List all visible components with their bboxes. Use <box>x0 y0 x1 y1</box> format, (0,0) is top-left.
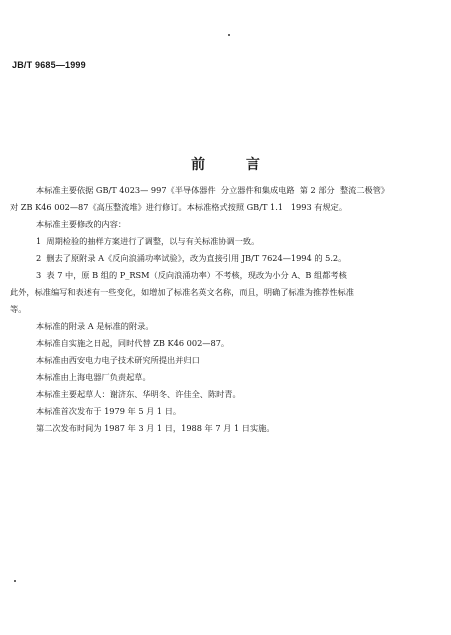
paragraph: 对 ZB K46 002—87《高压整流堆》进行修订。本标准格式按照 GB/T 1.1 1993 有规定。 <box>10 202 348 212</box>
paragraph: 本标准主要依据 GB/T 4023— 997《半导体器件 分立器件和集成电路 第 2 部分 整流二极管》 <box>36 185 390 195</box>
paragraph: 本标准由西安电力电子技术研究所提出并归口 <box>36 355 200 365</box>
paragraph: 本标准自实施之日起，同时代替 ZB K46 002—87。 <box>36 338 230 348</box>
paragraph: 本标准的附录 A 是标准的附录。 <box>36 321 154 331</box>
list-item: 3 表 7 中，原 B 组的 P_RSM（反向浪涌功率）不考核，现改为小分 A、B 组都考核 <box>36 270 347 280</box>
paragraph: 此外，标准编写和表述有一些变化，如增加了标准名英文名称，而且，明确了标准为推荐性标准 <box>10 287 354 297</box>
paragraph: 本标准主要起草人：谢济东、华明冬、许佳全、陈时青。 <box>36 389 241 399</box>
paragraph: 本标准由上海电器厂负责起草。 <box>36 372 151 382</box>
list-item: 1 周期检验的抽样方案进行了调整，以与有关标准协调一致。 <box>36 236 260 246</box>
scan-speck <box>228 34 230 36</box>
document-body <box>10 182 435 437</box>
paragraph: 本标准首次发布于 1979 年 5 月 1 日。 <box>36 406 182 416</box>
scan-speck <box>14 580 16 582</box>
list-item: 2 删去了原附录 A《反向浪涌功率试验》，改为直接引用 JB/T 7624—1994 的 5.2。 <box>36 253 347 263</box>
page-title: 前 言 <box>191 157 278 173</box>
paragraph: 本标准主要修改的内容： <box>36 219 127 229</box>
paragraph: 第二次发布时间为 1987 年 3 月 1 日，1988 年 7 月 1 日实施。 <box>36 423 275 433</box>
standard-code: JB/T 9685—1999 <box>12 60 86 70</box>
paragraph: 等。 <box>10 304 27 314</box>
